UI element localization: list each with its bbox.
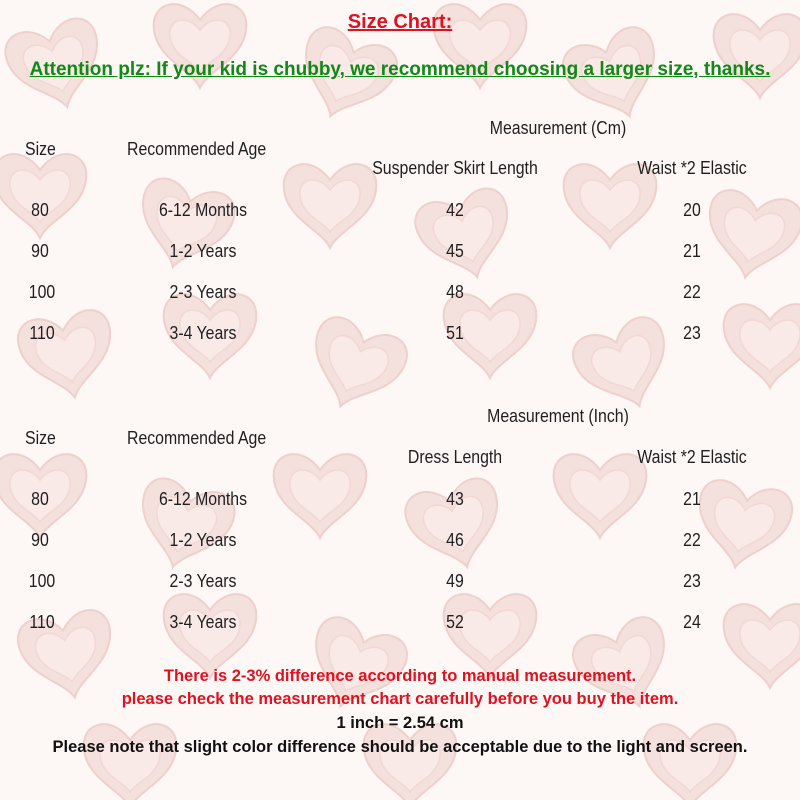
age-cell: 1-2 Years <box>169 530 237 550</box>
size-cell: 110 <box>29 323 55 343</box>
length-cell: 45 <box>446 241 464 261</box>
age-cell: 2-3 Years <box>169 282 237 302</box>
length-cell: 49 <box>446 571 464 591</box>
size-cell: 90 <box>31 530 49 550</box>
age-cell: 3-4 Years <box>169 323 237 343</box>
page-title: Size Chart: <box>347 11 453 33</box>
waist-cell: 20 <box>683 200 701 220</box>
length-cell: 52 <box>446 612 464 632</box>
waist-cell: 24 <box>683 612 701 632</box>
length-cell: 42 <box>446 200 464 220</box>
age-cell: 1-2 Years <box>169 241 237 261</box>
col-header-waist: Waist *2 Elastic <box>637 447 747 467</box>
age-cell: 6-12 Months <box>158 489 248 509</box>
size-cell: 100 <box>28 571 56 591</box>
unit-conversion-note: 1 inch = 2.54 cm <box>336 714 464 732</box>
attention-note: Attention plz: If your kid is chubby, we recommend choosing a larger size, thanks. <box>29 59 771 80</box>
size-cell: 110 <box>29 612 55 632</box>
color-difference-note: Please note that slight color difference should be acceptable due to the light and screen. <box>52 738 748 756</box>
group-header-cm: Measurement (Cm) <box>489 118 627 138</box>
size-cell: 100 <box>28 282 56 302</box>
col-header-waist: Waist *2 Elastic <box>637 158 747 178</box>
age-cell: 2-3 Years <box>169 571 237 591</box>
waist-cell: 23 <box>683 571 701 591</box>
waist-cell: 22 <box>683 530 701 550</box>
col-header-size: Size <box>25 428 56 448</box>
size-cell: 80 <box>31 200 49 220</box>
age-cell: 3-4 Years <box>169 612 237 632</box>
length-cell: 48 <box>446 282 464 302</box>
col-header-dress-length: Dress Length <box>407 447 503 467</box>
col-header-age: Recommended Age <box>127 428 267 448</box>
length-cell: 46 <box>446 530 464 550</box>
waist-cell: 22 <box>683 282 701 302</box>
col-header-size: Size <box>25 139 56 159</box>
group-header-inch: Measurement (Inch) <box>487 406 629 426</box>
difference-note: There is 2-3% difference according to manual measurement. <box>163 667 637 685</box>
check-chart-note: please check the measurement chart carefully before you buy the item. <box>121 690 679 708</box>
size-cell: 90 <box>31 241 49 261</box>
length-cell: 43 <box>446 489 464 509</box>
waist-cell: 21 <box>683 489 701 509</box>
col-header-skirt-length: Suspender Skirt Length <box>372 158 538 178</box>
size-cell: 80 <box>31 489 49 509</box>
col-header-age: Recommended Age <box>127 139 267 159</box>
length-cell: 51 <box>446 323 464 343</box>
waist-cell: 21 <box>683 241 701 261</box>
age-cell: 6-12 Months <box>158 200 248 220</box>
waist-cell: 23 <box>683 323 701 343</box>
